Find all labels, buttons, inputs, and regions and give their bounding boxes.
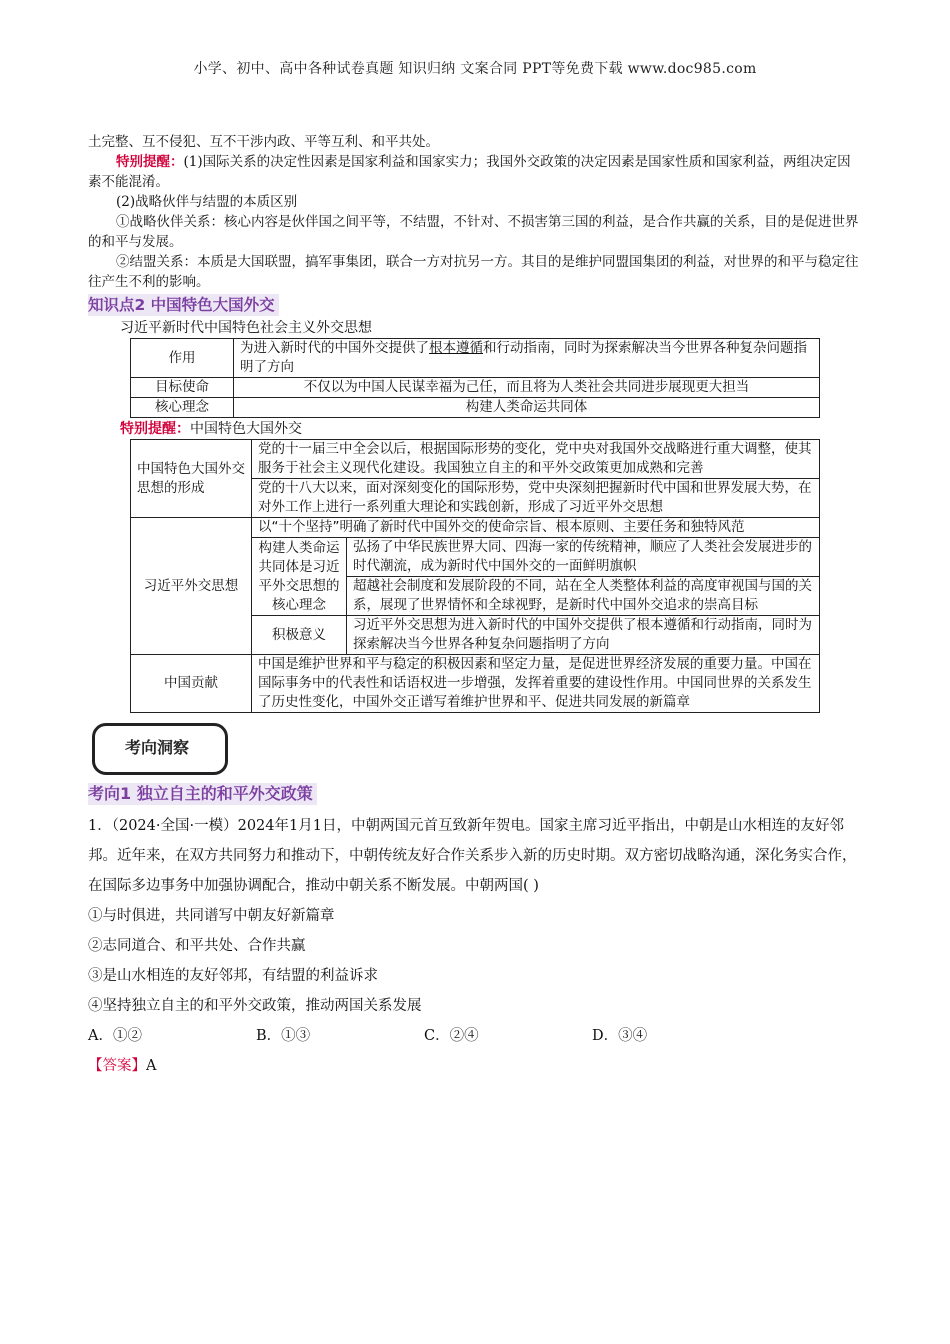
page-header: 小学、初中、高中各种试卷真题 知识归纳 文案合同 PPT等免费下载 www.doc985.com (193, 61, 757, 77)
row-header: 作用 (131, 339, 234, 378)
group-header: 习近平外交思想 (131, 518, 252, 655)
row-header: 目标使命 (131, 378, 234, 398)
table-row (131, 378, 820, 398)
text-pre: 为进入新时代的中国外交提供了 (240, 340, 429, 356)
table-row (131, 398, 820, 418)
badge-label: 考向洞察 (105, 734, 209, 762)
underlined-term: 根本遵循 (429, 340, 483, 356)
statement-1: ①与时俱进，共同谱写中朝友好新篇章 (88, 908, 335, 924)
cell: 超越社会制度和发展阶段的不同，站在全人类整体利益的高度审视国与国的关系，展现了世界情怀和全球视野，是新时代中国外交追求的崇高目标 (347, 577, 820, 616)
option-a: A．①② (88, 1028, 142, 1044)
knowledge-point-2-heading (88, 292, 863, 316)
answer-label: 【答案】 (88, 1058, 146, 1074)
tip-text: 中国特色大国外交 (190, 421, 302, 437)
section-badge (88, 719, 863, 783)
tip-text: (1)国际关系的决定性因素是国家利益和国家实力；我国外交政策的决定因素是国家性质和国家利益，两组决定因素不能混淆。 (88, 154, 851, 190)
table-row (131, 655, 820, 713)
answer-options (88, 1021, 863, 1051)
text-post: 和行动指南，同时为探索解决当今世界各种复杂问题指明了方向 (240, 340, 807, 375)
intro-line: 土完整、互不侵犯、互不干涉内政、平等互利、和平共处。 (88, 134, 439, 150)
cell: 党的十一届三中全会以后，根据国际形势的变化，党中央对我国外交战略进行重大调整，使其服务于社会主义现代化建设。我国独立自主的和平外交政策更加成熟和完善 (252, 440, 820, 479)
row-value: 不仅以为中国人民谋幸福为己任，而且将为人类社会共同进步展现更大担当 (234, 378, 820, 398)
table-row (131, 518, 820, 538)
cell: 以“十个坚持”明确了新时代中国外交的使命宗旨、根本原则、主要任务和独特风范 (252, 518, 820, 538)
row-value (234, 339, 820, 378)
row-value: 构建人类命运共同体 (234, 398, 820, 418)
section-2-title: (2)战略伙伴与结盟的本质区别 (116, 194, 298, 210)
group-header: 中国贡献 (131, 655, 252, 713)
kx1-title: 考向1 独立自主的和平外交政策 (88, 783, 317, 805)
sub-header: 构建人类命运共同体是习近平外交思想的核心理念 (252, 538, 347, 616)
question-1: 1．（2024·全国·一模）2024年1月1日，中朝两国元首互致新年贺电。国家主席习近平指出，中朝是山水相连的友好邻邦。近年来，在双方共同努力和推动下，中朝传统友好合作关系步入新的历史时期。双方密切战略沟通，深化务实合作，在国际多边事务中加强协调配合，推动中朝关系不断发展。中朝两国( ) (88, 818, 857, 894)
statement-3: ③是山水相连的友好邻邦，有结盟的利益诉求 (88, 968, 378, 984)
tip-label: 特别提醒： (116, 154, 184, 170)
table-row (131, 440, 820, 479)
cell: 弘扬了中华民族世界大同、四海一家的传统精神，顺应了人类社会发展进步的时代潮流，成为新时代中国外交的一面鲜明旗帜 (347, 538, 820, 577)
kp2-subtitle: 习近平新时代中国特色社会主义外交思想 (120, 320, 372, 336)
alliance-paragraph: ②结盟关系：本质是大国联盟，搞军事集团，联合一方对抗另一方。其目的是维护同盟国集团的利益，对世界的和平与稳定往往产生不利的影响。 (88, 254, 859, 290)
diplomacy-thought-table (130, 338, 820, 418)
document-body (88, 132, 863, 1081)
cell: 中国是维护世界和平与稳定的积极因素和坚定力量，是促进世界经济发展的重要力量。中国在国际事务中的代表性和话语权进一步增强，发挥着重要的建设性作用。中国同世界的关系发生了历史性变化，中国外交正谱写着维护世界和平、促进共同发展的新篇章 (252, 655, 820, 713)
cell: 党的十八大以来，面对深刻变化的国际形势，党中央深刻把握新时代中国和世界发展大势，在对外工作上进行一系列重大理论和实践创新，形成了习近平外交思想 (252, 479, 820, 518)
option-c: C．②④ (424, 1028, 479, 1044)
badge-frame (92, 723, 228, 775)
answer-line (88, 1051, 863, 1081)
row-header: 核心理念 (131, 398, 234, 418)
tip-paragraph (88, 152, 863, 192)
kp2-tip (88, 419, 863, 439)
exam-direction-1-heading (88, 783, 863, 805)
option-b: B．①③ (256, 1028, 311, 1044)
group-header: 中国特色大国外交思想的形成 (131, 440, 252, 518)
option-d: D．③④ (592, 1028, 648, 1044)
tip-label: 特别提醒： (120, 421, 190, 437)
answer-value: A (146, 1058, 157, 1074)
major-country-diplomacy-table (130, 439, 820, 713)
table-row (131, 339, 820, 378)
strategic-partner-paragraph: ①战略伙伴关系：核心内容是伙伴国之间平等，不结盟，不针对、不损害第三国的利益，是合作共赢的关系，目的是促进世界的和平与发展。 (88, 214, 859, 250)
cell: 习近平外交思想为进入新时代的中国外交提供了根本遵循和行动指南，同时为探索解决当今世界各种复杂问题指明了方向 (347, 616, 820, 655)
kp2-title: 知识点2 中国特色大国外交 (88, 294, 279, 316)
statement-4: ④坚持独立自主的和平外交政策，推动两国关系发展 (88, 998, 422, 1014)
statement-2: ②志同道合、和平共处、合作共赢 (88, 938, 306, 954)
sub-header: 积极意义 (252, 616, 347, 655)
